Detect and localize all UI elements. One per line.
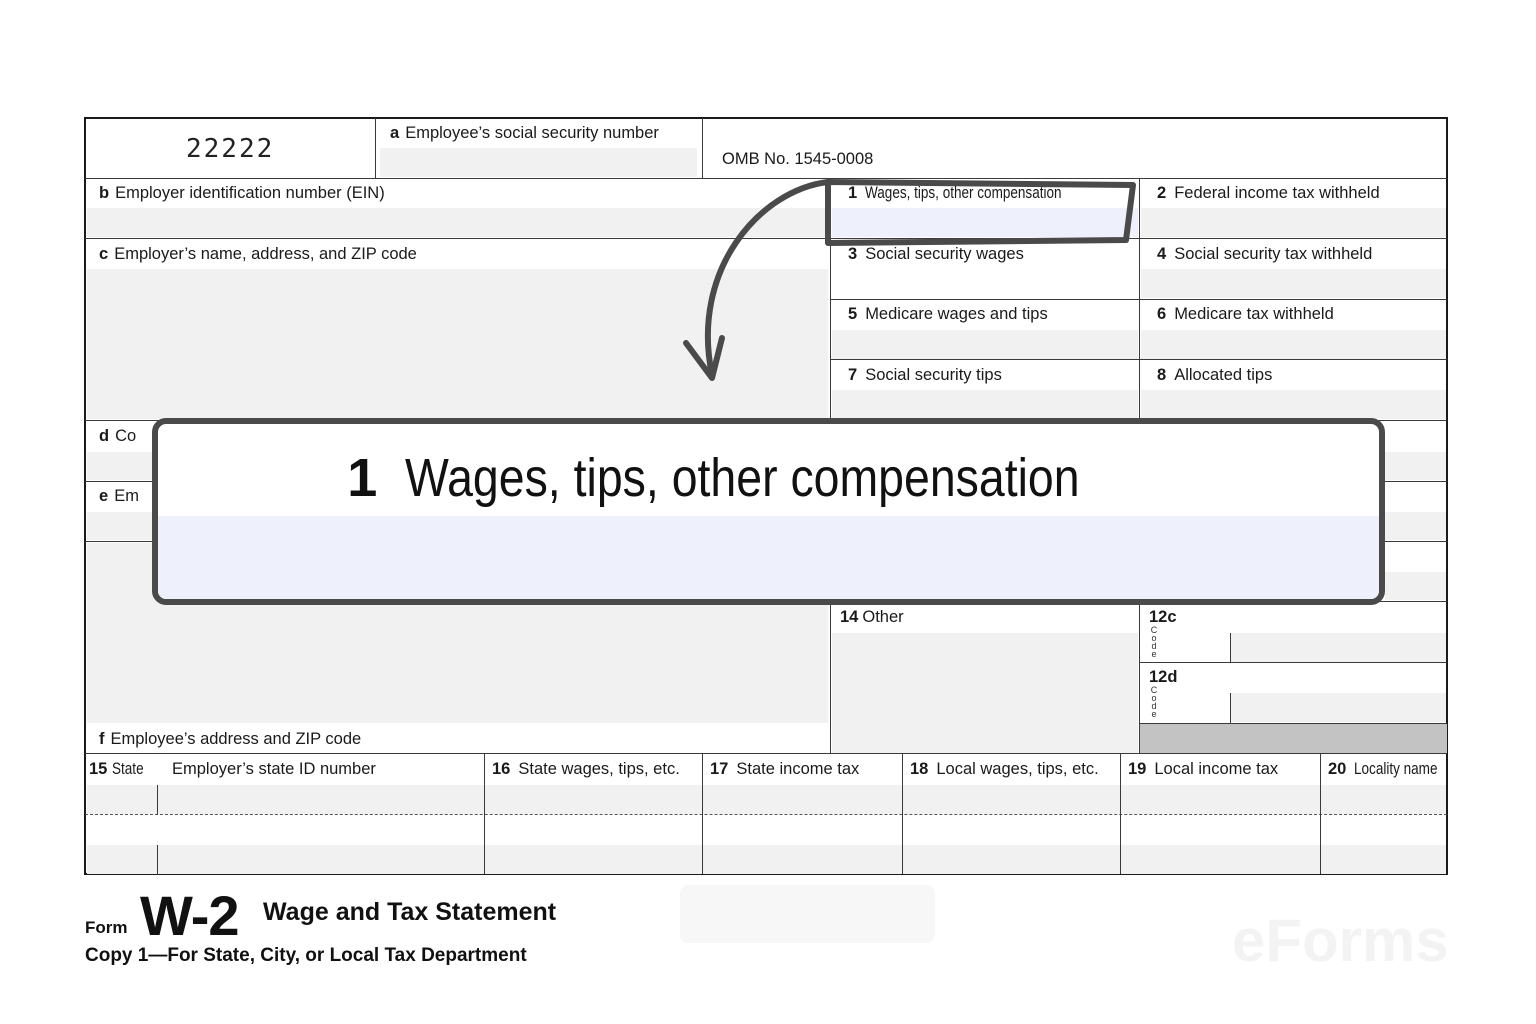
box7-field[interactable] bbox=[832, 390, 1138, 419]
form-title: Wage and Tax Statement bbox=[263, 898, 557, 926]
box2-label: 2 Federal income tax withheld bbox=[1157, 184, 1380, 202]
box-e-label: e Em bbox=[99, 487, 139, 505]
right-field-b[interactable] bbox=[1385, 512, 1446, 540]
box16-label: 16 State wages, tips, etc. bbox=[492, 760, 680, 778]
box12d-label: 12d bbox=[1149, 668, 1178, 686]
box-d-field[interactable] bbox=[87, 452, 157, 480]
box-b-label: b Employer identification number (EIN) bbox=[99, 184, 385, 202]
state-id-label: Employer’s state ID number bbox=[172, 760, 376, 778]
omb-number: OMB No. 1545-0008 bbox=[722, 150, 874, 168]
box18-label: 18 Local wages, tips, etc. bbox=[910, 760, 1099, 778]
box1-field[interactable] bbox=[832, 208, 1138, 237]
box-a-label: a Employee’s social security number bbox=[390, 124, 659, 142]
state-field-2[interactable] bbox=[87, 845, 1446, 874]
watermark-badge bbox=[680, 885, 935, 943]
form-word: Form bbox=[85, 918, 128, 937]
box4-label: 4 Social security tax withheld bbox=[1157, 245, 1373, 263]
zoom-title: 1 Wages, tips, other compensation bbox=[347, 448, 1080, 508]
box8-field[interactable] bbox=[1141, 390, 1446, 419]
box3-label: 3 Social security wages bbox=[848, 245, 1024, 263]
box6-field[interactable] bbox=[1141, 330, 1446, 359]
box2-field[interactable] bbox=[1141, 208, 1446, 237]
box-c-label: c Employer’s name, address, and ZIP code bbox=[99, 245, 417, 263]
ein-field[interactable] bbox=[87, 208, 828, 237]
box17-label: 17 State income tax bbox=[710, 760, 860, 778]
box6-label: 6 Medicare tax withheld bbox=[1157, 305, 1334, 323]
box19-label: 19 Local income tax bbox=[1128, 760, 1279, 778]
box-f-label: f Employee’s address and ZIP code bbox=[99, 730, 362, 748]
box7-label: 7 Social security tips bbox=[848, 366, 1002, 384]
box1-label: 1 Wages, tips, other compensation bbox=[848, 184, 1062, 202]
box8-label: 8 Allocated tips bbox=[1157, 366, 1273, 384]
box5-label: 5 Medicare wages and tips bbox=[848, 305, 1048, 323]
box12d-field[interactable] bbox=[1231, 693, 1446, 722]
box-d-label: d Co bbox=[99, 427, 137, 445]
right-field-a[interactable] bbox=[1385, 452, 1446, 480]
box12c-code-label: C o d e bbox=[1150, 625, 1158, 659]
control-number: 22222 bbox=[186, 134, 275, 164]
box5-field[interactable] bbox=[832, 330, 1138, 359]
shaded-block bbox=[1140, 724, 1447, 753]
box-e-field[interactable] bbox=[87, 512, 157, 540]
box15-label: 15 State bbox=[89, 760, 144, 778]
employer-name-field[interactable] bbox=[87, 269, 828, 419]
box12d-code-label: C o d e bbox=[1150, 685, 1158, 719]
eforms-watermark: eForms bbox=[1232, 907, 1449, 974]
zoom-callout bbox=[152, 418, 1385, 605]
box4-field[interactable] bbox=[1141, 269, 1446, 298]
right-field-c[interactable] bbox=[1385, 572, 1446, 600]
box12c-field[interactable] bbox=[1231, 633, 1446, 662]
box12c-label: 12c bbox=[1149, 608, 1177, 626]
zoom-field[interactable] bbox=[158, 516, 1379, 605]
state-field-1[interactable] bbox=[87, 785, 1446, 814]
copy-label: Copy 1—For State, City, or Local Tax Department bbox=[85, 945, 527, 966]
ssn-field[interactable] bbox=[380, 148, 697, 177]
form-name: W-2 bbox=[140, 884, 239, 947]
box14-field[interactable] bbox=[832, 633, 1138, 753]
box20-label: 20 Locality name bbox=[1328, 760, 1438, 778]
box14-label: 14 Other bbox=[840, 608, 904, 626]
